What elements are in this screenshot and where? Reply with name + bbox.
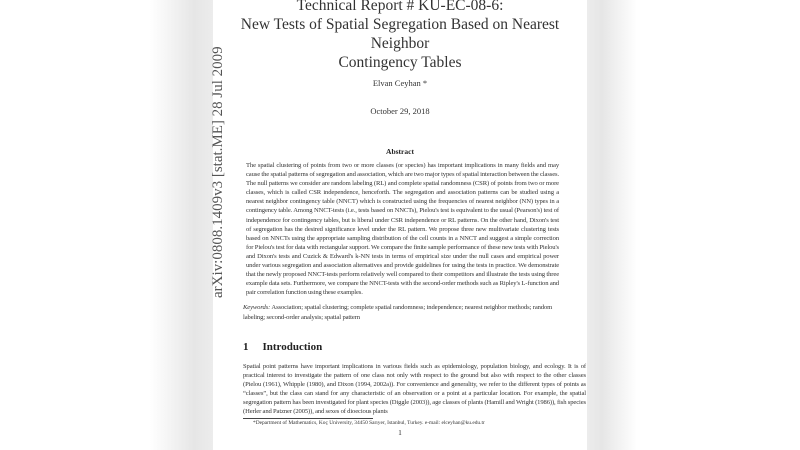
- footnote: *Department of Mathematics, Koç University, 34450 Sarıyer, Istanbul, Turkey. e-mail: elceyhan@ku.edu.tr: [253, 420, 485, 427]
- section-heading: [243, 340, 587, 354]
- title-line: Technical Report # KU-EC-08-6:: [296, 0, 504, 14]
- document-page: [213, 0, 587, 450]
- page-number: 1: [398, 429, 402, 438]
- title-line: New Tests of Spatial Segregation Based on Nearest Neighbor: [240, 16, 560, 52]
- arxiv-stamp: arXiv:0808.1409v3 [stat.ME] 28 Jul 2009: [210, 46, 226, 298]
- page-shadow-left: [150, 0, 213, 450]
- footnote-rule: [243, 418, 373, 419]
- paper-title: [213, 0, 587, 72]
- keywords: [243, 303, 575, 321]
- author: Elvan Ceyhan *: [372, 78, 428, 88]
- section-number: 1: [243, 340, 249, 353]
- abstract-text: The spatial clustering of points from two or more classes (or species) has important implications in many fields and may cause the spatial patterns of segregation and association, which are two major types of spatial interaction between the classes. The null patterns we consider are random labeling (RL) and complete spatial randomness (CSR) of points from two or more classes, which is called CSR independence, henceforth. The segregation and association patterns can be studied using a nearest neighbor contingency table (NNCT) which is constructed using the frequencies of nearest neighbor (NN) types in a contingency table. Among NNCT-tests (i.e., tests based on NNCTs), Pielou's test is equivalent to the usual (Pearson's) test of independence for contingency tables, but is liberal under CSR independence or RL patterns. On the other hand, Dixon's test of segregation has the desired significance level under the RL pattern. We propose three new multivariate clustering tests based on NNCTs using the appropriate sampling distribution of the cell counts in a NNCT and suggest a simple correction for Pielou's test for data with rectangular support. We compare the finite sample performance of these new tests with Pielou's and Dixon's tests and Cuzick & Edward's k-NN tests in terms of empirical size under the null cases and empirical power under various segregation and association alternatives and provide guidelines for using the tests in practice. We demonstrate that the newly proposed NNCT-tests perform relatively well compared to their competitors and illustrate the tests using three example data sets. Furthermore, we compare the NNCT-tests with the second-order methods such as Ripley's L-function and pair correlation function using these examples.: [246, 162, 559, 297]
- section-title: Introduction: [262, 340, 323, 353]
- title-line: Contingency Tables: [338, 54, 462, 71]
- date: October 29, 2018: [370, 106, 430, 116]
- keywords-text: Association; spatial clustering; complete spatial randomness; independence; nearest neighbor methods; random labeling; second-order analysis; spatial pattern: [243, 304, 553, 321]
- page-shadow-right: [587, 0, 637, 450]
- page-content: [213, 0, 587, 437]
- intro-paragraph: Spatial point patterns have important implications in various fields such as epidemiology, population biology, and ecology. It is of practical interest to investigate the pattern of one class not only with respect to the ground but also with respect to the other classes (Pielou (1961), Whipple (1980), and Dixon (1994, 2002a)). For convenience and generality, we refer to the different types of points as “classes”, but the class can stand for any characteristic of an observation or a point at a particular location. For example, the spatial segregation pattern has been investigated for plant species (Diggle (2003)), age classes of plants (Hamill and Wright (1986)), fish species (Herler and Patzner (2005)), and sexes of dioecious plants: [243, 362, 586, 416]
- abstract-heading: Abstract: [386, 147, 414, 156]
- keywords-label: Keywords:: [243, 304, 271, 312]
